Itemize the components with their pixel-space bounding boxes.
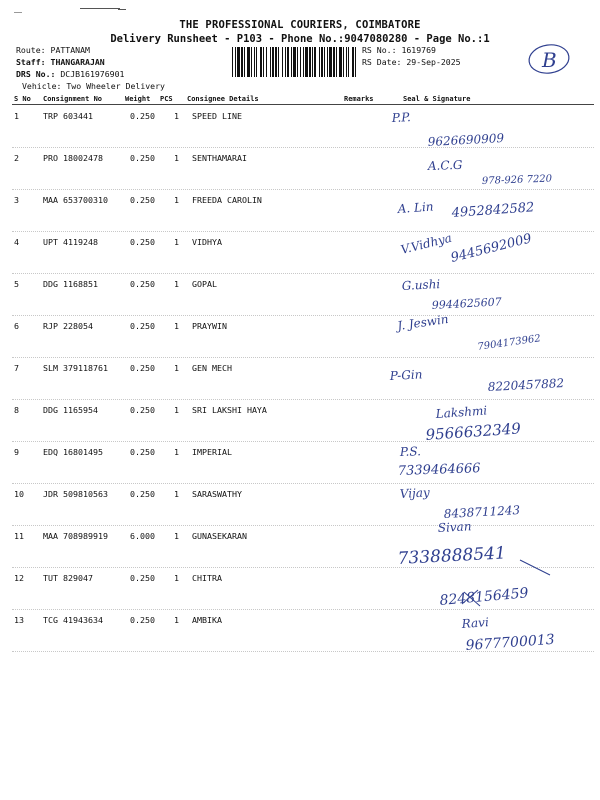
barcode-bar	[303, 47, 304, 77]
table-row	[0, 232, 600, 274]
col-consignee: Consignee Details	[187, 95, 259, 103]
row-pcs: 1	[174, 279, 179, 289]
barcode-bar	[343, 47, 344, 77]
row-consignee: SPEED LINE	[192, 111, 242, 121]
row-sno: 7	[14, 363, 19, 373]
signature-name: A.C.G	[427, 157, 463, 173]
row-consignee: SRI LAKSHI HAYA	[192, 405, 267, 415]
row-consignment: JDR 509810563	[43, 489, 108, 499]
col-seal: Seal & Signature	[403, 95, 471, 103]
barcode-bar	[270, 47, 271, 77]
barcode-bar	[232, 47, 233, 77]
barcode-bar	[321, 47, 323, 77]
col-consignment: Consignment No	[43, 95, 103, 103]
row-pcs: 1	[174, 321, 179, 331]
signature-phone: 8248156459	[438, 585, 530, 609]
barcode-bar	[272, 47, 274, 77]
row-weight: 0.250	[130, 279, 155, 289]
barcode-bar	[244, 47, 245, 77]
top-rule-tick	[118, 9, 126, 10]
barcode-bar	[339, 47, 342, 77]
barcode-bar	[352, 47, 354, 77]
barcode-bar	[300, 47, 301, 77]
row-consignment: PRO 18002478	[43, 153, 103, 163]
row-weight: 0.250	[130, 405, 155, 415]
row-sno: 8	[14, 405, 19, 415]
header-divider	[12, 104, 594, 105]
barcode-bar	[254, 47, 255, 77]
row-pcs: 1	[174, 153, 179, 163]
signature-name: P.P.	[391, 110, 412, 125]
drs-value: DCJB161976901	[60, 69, 125, 79]
row-consignee: GUNASEKARAN	[192, 531, 247, 541]
row-consignment: DDG 1168851	[43, 279, 98, 289]
col-sno: S No	[14, 95, 31, 103]
barcode-bar	[355, 47, 356, 77]
barcode-bar	[297, 47, 298, 77]
row-sno: 9	[14, 447, 19, 457]
row-consignment: TUT 829047	[43, 573, 93, 583]
route-value: PATTANAM	[50, 45, 90, 55]
barcode-bar	[293, 47, 296, 77]
signature-phone: 4952842582	[451, 200, 535, 221]
barcode-bar	[266, 47, 267, 77]
table-row	[0, 106, 600, 148]
signature-name: P-Gin	[389, 367, 423, 383]
rs-date-value: 29-Sep-2025	[406, 57, 461, 67]
barcode-bar	[235, 47, 236, 77]
signature-phone: 7338888541	[397, 543, 507, 569]
row-pcs: 1	[174, 111, 179, 121]
signature-phone: 9677700013	[465, 631, 556, 654]
row-weight: 0.250	[130, 237, 155, 247]
barcode-bar	[333, 47, 335, 77]
barcode-bar	[314, 47, 316, 77]
barcode-bar	[263, 47, 264, 77]
table-row	[0, 442, 600, 484]
row-pcs: 1	[174, 237, 179, 247]
row-consignee: FREEDA CAROLIN	[192, 195, 262, 205]
table-row	[0, 358, 600, 400]
row-consignment: SLM 379118761	[43, 363, 108, 373]
row-consignment: RJP 228054	[43, 321, 93, 331]
row-weight: 0.250	[130, 111, 155, 121]
row-pcs: 1	[174, 573, 179, 583]
row-weight: 0.250	[130, 363, 155, 373]
barcode-bar	[291, 47, 292, 77]
signature-phone: 9626690909	[427, 131, 505, 149]
row-pcs: 1	[174, 615, 179, 625]
barcode-bar	[329, 47, 332, 77]
signature-phone: 7904173962	[476, 333, 542, 353]
row-weight: 0.250	[130, 489, 155, 499]
row-sno: 1	[14, 111, 19, 121]
row-pcs: 1	[174, 405, 179, 415]
col-pcs: PCS	[160, 95, 173, 103]
barcode-bar	[251, 47, 252, 77]
table-row	[0, 568, 600, 610]
row-sno: 6	[14, 321, 19, 331]
barcode-bar	[319, 47, 320, 77]
rs-no-label: RS No.:	[362, 45, 397, 55]
table-row	[0, 400, 600, 442]
signature-name: G.ushi	[401, 277, 441, 293]
row-sno: 10	[14, 489, 24, 499]
barcode-bar	[282, 47, 283, 77]
row-consignee: SARASWATHY	[192, 489, 242, 499]
row-consignee: GEN MECH	[192, 363, 232, 373]
barcode-bar	[237, 47, 240, 77]
row-sno: 4	[14, 237, 19, 247]
row-pcs: 1	[174, 195, 179, 205]
margin-mark	[14, 12, 22, 13]
rs-date-field	[362, 57, 461, 67]
signature-phone: 978-926 7220	[481, 173, 553, 187]
table-row	[0, 148, 600, 190]
row-consignment: MAA 708989919	[43, 531, 108, 541]
barcode-image	[232, 47, 358, 77]
signature-name: Sivan	[437, 519, 472, 535]
row-weight: 0.250	[130, 447, 155, 457]
barcode-bar	[309, 47, 311, 77]
row-consignment: DDG 1165954	[43, 405, 98, 415]
runsheet-subtitle: Delivery Runsheet - P103 - Phone No.:9047080280 - Page No.:1	[110, 33, 490, 45]
table-row	[0, 526, 600, 568]
badge-letter: B	[542, 48, 557, 72]
company-title: THE PROFESSIONAL COURIERS, COIMBATORE	[179, 19, 421, 31]
staff-value: THANGARAJAN	[50, 57, 105, 67]
staff-label: Staff:	[16, 57, 46, 67]
row-sno: 12	[14, 573, 24, 583]
row-weight: 0.250	[130, 321, 155, 331]
row-sno: 13	[14, 615, 24, 625]
row-consignment: EDQ 16801495	[43, 447, 103, 457]
barcode-bar	[327, 47, 328, 77]
signature-name: V.Vidhya	[399, 230, 454, 257]
row-weight: 0.250	[130, 615, 155, 625]
signature-phone: 9566632349	[425, 419, 522, 444]
row-sno: 2	[14, 153, 19, 163]
row-consignee: IMPERIAL	[192, 447, 232, 457]
row-consignee: CHITRA	[192, 573, 222, 583]
drs-field	[16, 69, 124, 79]
row-consignee: SENTHAMARAI	[192, 153, 247, 163]
row-pcs: 1	[174, 363, 179, 373]
row-consignee: AMBIKA	[192, 615, 222, 625]
rs-date-label: RS Date:	[362, 57, 402, 67]
rs-no-field	[362, 45, 436, 55]
row-consignment: TRP 603441	[43, 111, 93, 121]
signature-name: J. Jeswin	[396, 311, 450, 333]
barcode-bar	[247, 47, 250, 77]
barcode-bar	[324, 47, 325, 77]
vehicle-field	[22, 81, 165, 91]
row-consignment: MAA 653700310	[43, 195, 108, 205]
barcode-bar	[256, 47, 257, 77]
row-consignee: PRAYWIN	[192, 321, 227, 331]
barcode-bar	[336, 47, 337, 77]
table-row	[0, 274, 600, 316]
row-sno: 3	[14, 195, 19, 205]
barcode-bar	[305, 47, 308, 77]
top-rule	[80, 8, 120, 9]
rs-no-value: 1619769	[401, 45, 436, 55]
table-row	[0, 484, 600, 526]
route-field	[16, 45, 90, 55]
barcode-bar	[260, 47, 262, 77]
barcode-bar	[348, 47, 349, 77]
row-separator	[12, 651, 594, 652]
table-row	[0, 190, 600, 232]
handwritten-badge	[526, 42, 572, 76]
staff-field	[16, 57, 105, 67]
row-pcs: 1	[174, 489, 179, 499]
col-remarks: Remarks	[344, 95, 374, 103]
signature-name: Ravi	[461, 615, 490, 631]
vehicle-label: Vehicle:	[22, 81, 62, 91]
signature-phone: 9944625607	[431, 295, 503, 312]
row-consignee: GOPAL	[192, 279, 217, 289]
row-pcs: 1	[174, 447, 179, 457]
barcode-bar	[346, 47, 347, 77]
vehicle-value: Two Wheeler Delivery	[66, 81, 165, 91]
barcode-bar	[275, 47, 277, 77]
signature-phone: 9445692009	[449, 231, 534, 266]
barcode-bar	[278, 47, 279, 77]
row-weight: 6.000	[130, 531, 155, 541]
route-label: Route:	[16, 45, 46, 55]
signature-phone: 8220457882	[487, 376, 565, 394]
barcode-bar	[241, 47, 243, 77]
barcode-bar	[285, 47, 286, 77]
signature-phone: 7339464666	[397, 461, 481, 479]
row-consignee: VIDHYA	[192, 237, 222, 247]
signature-name: P.S.	[399, 444, 422, 459]
row-weight: 0.250	[130, 153, 155, 163]
row-consignment: UPT 4119248	[43, 237, 98, 247]
table-row	[0, 610, 600, 652]
barcode-bar	[312, 47, 313, 77]
signature-phone: 8438711243	[443, 503, 521, 521]
row-weight: 0.250	[130, 573, 155, 583]
signature-name: Lakshmi	[435, 403, 488, 421]
barcode-bar	[287, 47, 289, 77]
table-row	[0, 316, 600, 358]
signature-name: Vijay	[399, 485, 431, 501]
col-weight: Weight	[125, 95, 151, 103]
row-sno: 11	[14, 531, 24, 541]
signature-name: A. Lin	[397, 199, 434, 216]
row-weight: 0.250	[130, 195, 155, 205]
row-sno: 5	[14, 279, 19, 289]
row-consignment: TCG 41943634	[43, 615, 103, 625]
row-pcs: 1	[174, 531, 179, 541]
drs-label: DRS No.:	[16, 69, 56, 79]
